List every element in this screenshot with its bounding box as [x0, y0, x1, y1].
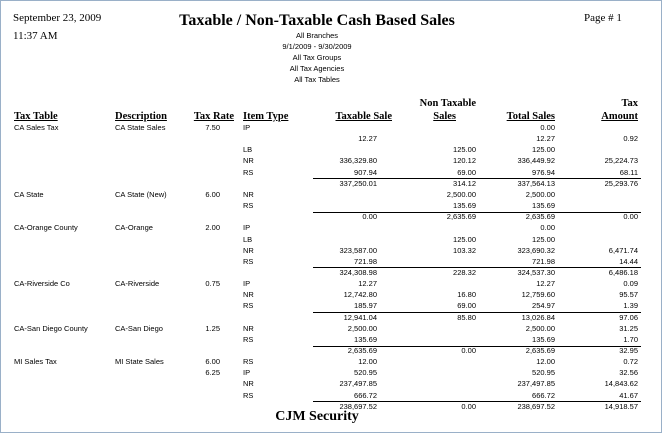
cell-taxable-sale: 0.00 — [362, 212, 377, 222]
cell-taxable-sale: 185.97 — [354, 301, 377, 311]
cell-non-taxable: 16.80 — [457, 290, 476, 300]
col-header-total-sales: Total Sales — [506, 111, 555, 122]
cell-taxable-sale: 12.27 — [358, 134, 377, 144]
col-header-tax-line1: Tax — [621, 98, 638, 109]
cell-taxable-sale: 323,587.00 — [339, 245, 377, 255]
cell-item-type: LB — [243, 145, 253, 155]
cell-total-sales: 2,500.00 — [525, 323, 555, 333]
cell-total-sales: 135.69 — [532, 334, 555, 344]
cell-tax-amount: 1.39 — [623, 301, 638, 311]
cell-description: CA State (New) — [115, 189, 167, 199]
cell-total-sales: 2,500.00 — [525, 189, 555, 199]
cell-item-type: RS — [243, 390, 254, 400]
cell-description: CA-Riverside — [115, 279, 160, 289]
subtitle-tax-groups: All Tax Groups — [292, 53, 342, 62]
cell-tax-rate: 6.25 — [205, 368, 220, 378]
cell-description: CA-Orange — [115, 223, 153, 233]
cell-total-sales: 238,697.52 — [517, 401, 555, 411]
cell-tax-amount: 32.95 — [619, 346, 638, 355]
cell-taxable-sale: 237,497.85 — [339, 379, 377, 389]
subtitle-tax-tables: All Tax Tables — [294, 75, 340, 84]
cell-description: CA-San Diego — [115, 323, 163, 333]
cell-item-type: IP — [243, 279, 251, 289]
company-footer: CJM Security — [275, 409, 359, 424]
cell-tax-amount: 41.67 — [619, 390, 638, 400]
cell-total-sales: 323,690.32 — [517, 245, 555, 255]
cell-tax-amount: 0.92 — [623, 134, 638, 144]
cell-item-type: LB — [243, 234, 253, 244]
cell-tax-amount: 6,486.18 — [608, 267, 638, 277]
cell-total-sales: 2,635.69 — [525, 346, 555, 355]
cell-total-sales: 125.00 — [532, 234, 555, 244]
cell-description: MI State Sales — [115, 357, 164, 367]
subtitle-branches: All Branches — [295, 31, 339, 40]
cell-total-sales: 0.00 — [540, 123, 555, 132]
cell-taxable-sale: 135.69 — [354, 334, 377, 344]
cell-item-type: NR — [243, 379, 254, 389]
cell-taxable-sale: 336,329.80 — [339, 156, 377, 166]
cell-item-type: RS — [243, 167, 254, 177]
cell-total-sales: 336,449.92 — [517, 156, 555, 166]
cell-item-type: IP — [243, 223, 251, 233]
cell-tax-amount: 97.06 — [619, 312, 638, 322]
cell-item-type: RS — [243, 201, 254, 211]
report-title: Taxable / Non-Taxable Cash Based Sales — [179, 12, 455, 29]
cell-item-type: RS — [243, 301, 254, 311]
cell-total-sales: 337,564.13 — [517, 178, 555, 188]
cell-taxable-sale: 2,635.69 — [347, 346, 377, 355]
cell-taxable-sale: 2,500.00 — [347, 323, 377, 333]
cell-total-sales: 666.72 — [532, 390, 555, 400]
cell-non-taxable: 228.32 — [453, 267, 476, 277]
cell-item-type: IP — [243, 123, 251, 132]
cell-tax-amount: 14,843.62 — [604, 379, 638, 389]
cell-total-sales: 520.95 — [532, 368, 555, 378]
cell-taxable-sale: 337,250.01 — [339, 178, 377, 188]
cell-taxable-sale: 324,308.98 — [339, 267, 377, 277]
cell-tax-amount: 32.56 — [619, 368, 638, 378]
cell-total-sales: 2,635.69 — [525, 212, 555, 222]
subtitle-date-range: 9/1/2009 - 9/30/2009 — [282, 42, 352, 51]
cell-tax-table: CA-Riverside Co — [14, 279, 70, 289]
cell-tax-rate: 6.00 — [205, 357, 220, 367]
cell-tax-table: MI Sales Tax — [14, 357, 57, 367]
cell-tax-amount: 0.09 — [623, 279, 638, 289]
page-number: Page # 1 — [584, 12, 622, 24]
cell-tax-rate: 6.00 — [205, 189, 220, 199]
cell-tax-rate: 1.25 — [205, 323, 220, 333]
cell-taxable-sale: 907.94 — [354, 167, 377, 177]
cell-tax-table: CA-San Diego County — [14, 323, 88, 333]
cell-total-sales: 721.98 — [532, 256, 555, 266]
cell-tax-amount: 95.57 — [619, 290, 638, 300]
cell-taxable-sale: 520.95 — [354, 368, 377, 378]
cell-tax-rate: 7.50 — [205, 123, 220, 132]
cell-taxable-sale: 12.27 — [358, 279, 377, 289]
col-header-tax-amount: Amount — [601, 111, 638, 122]
cell-description: CA State Sales — [115, 123, 166, 132]
col-header-non-taxable-line2: Sales — [433, 111, 456, 122]
cell-tax-amount: 6,471.74 — [608, 245, 638, 255]
cell-tax-amount: 68.11 — [619, 167, 638, 177]
cell-tax-amount: 0.72 — [623, 357, 638, 367]
cell-total-sales: 12.27 — [536, 134, 555, 144]
cell-tax-amount: 31.25 — [619, 323, 638, 333]
col-header-description: Description — [115, 111, 167, 122]
cell-item-type: RS — [243, 334, 254, 344]
cell-total-sales: 976.94 — [532, 167, 555, 177]
cell-non-taxable: 2,635.69 — [446, 212, 476, 222]
col-header-tax-table: Tax Table — [14, 111, 58, 122]
cell-taxable-sale: 721.98 — [354, 256, 377, 266]
cell-item-type: NR — [243, 189, 254, 199]
cell-non-taxable: 314.12 — [453, 178, 476, 188]
cell-non-taxable: 0.00 — [461, 401, 476, 411]
cell-tax-amount: 14.44 — [619, 256, 638, 266]
cell-total-sales: 135.69 — [532, 201, 555, 211]
cell-item-type: RS — [243, 256, 254, 266]
cell-total-sales: 12.27 — [536, 279, 555, 289]
cell-tax-table: CA State — [14, 189, 44, 199]
cell-item-type: RS — [243, 357, 254, 367]
cell-non-taxable: 69.00 — [457, 167, 476, 177]
cell-tax-amount: 25,224.73 — [604, 156, 638, 166]
cell-total-sales: 237,497.85 — [517, 379, 555, 389]
cell-non-taxable: 0.00 — [461, 346, 476, 355]
cell-total-sales: 12.00 — [536, 357, 555, 367]
cell-item-type: NR — [243, 245, 254, 255]
cell-tax-amount: 1.70 — [623, 334, 638, 344]
subtitle-tax-agencies: All Tax Agencies — [289, 64, 345, 73]
cell-tax-table: CA Sales Tax — [14, 123, 59, 132]
cell-total-sales: 125.00 — [532, 145, 555, 155]
cell-total-sales: 12,759.60 — [521, 290, 555, 300]
cell-item-type: NR — [243, 323, 254, 333]
cell-non-taxable: 103.32 — [453, 245, 476, 255]
report-date: September 23, 2009 — [13, 12, 102, 24]
cell-non-taxable: 125.00 — [453, 145, 476, 155]
cell-non-taxable: 69.00 — [457, 301, 476, 311]
cell-tax-rate: 2.00 — [205, 223, 220, 233]
cell-non-taxable: 2,500.00 — [446, 189, 476, 199]
col-header-item-type: Item Type — [243, 111, 289, 122]
cell-tax-amount: 25,293.76 — [604, 178, 638, 188]
cell-tax-amount: 14,918.57 — [604, 401, 638, 411]
cell-non-taxable: 135.69 — [453, 201, 476, 211]
col-header-taxable-sale: Taxable Sale — [335, 111, 392, 122]
col-header-tax-rate: Tax Rate — [193, 111, 234, 122]
cell-total-sales: 324,537.30 — [517, 267, 555, 277]
cell-total-sales: 254.97 — [532, 301, 555, 311]
cell-total-sales: 13,026.84 — [521, 312, 555, 322]
cell-item-type: IP — [243, 368, 251, 378]
cell-total-sales: 0.00 — [540, 223, 555, 233]
cell-item-type: NR — [243, 156, 254, 166]
cell-taxable-sale: 12.00 — [358, 357, 377, 367]
cell-taxable-sale: 666.72 — [354, 390, 377, 400]
col-header-non-taxable-line1: Non Taxable — [419, 98, 476, 109]
cell-taxable-sale: 12,742.80 — [343, 290, 377, 300]
cell-taxable-sale: 238,697.52 — [339, 401, 377, 411]
cell-tax-rate: 0.75 — [205, 279, 220, 289]
cell-tax-amount: 0.00 — [623, 212, 638, 222]
cell-non-taxable: 85.80 — [457, 312, 476, 322]
cell-tax-table: CA-Orange County — [14, 223, 78, 233]
cell-item-type: NR — [243, 290, 254, 300]
report-time: 11:37 AM — [13, 30, 58, 42]
cell-taxable-sale: 12,941.04 — [343, 312, 377, 322]
cell-non-taxable: 120.12 — [453, 156, 476, 166]
cell-non-taxable: 125.00 — [453, 234, 476, 244]
